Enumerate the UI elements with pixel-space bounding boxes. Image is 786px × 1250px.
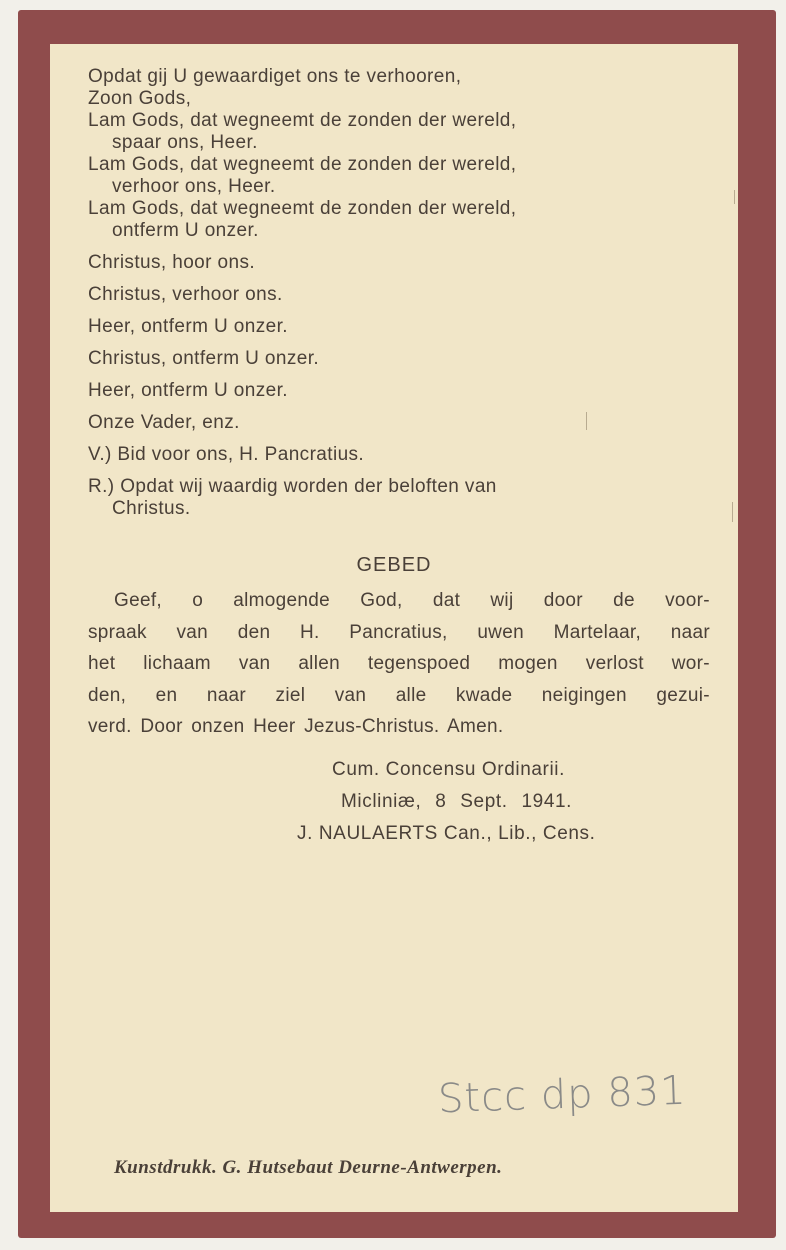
imprimatur-censor: J. NAULAERTS Can., Lib., Cens. <box>297 823 596 844</box>
litany-line: Heer, ontferm U onzer. <box>88 316 288 337</box>
prayer-line: het lichaam van allen tegenspoed mogen verlost wor- <box>88 653 710 674</box>
paper-mark <box>734 190 735 204</box>
litany-line: Lam Gods, dat wegneemt de zonden der wereld, <box>88 198 517 219</box>
litany-line: spaar ons, Heer. <box>112 132 258 153</box>
litany <box>88 66 710 520</box>
printer-imprint: Kunstdrukk. G. Hutsebaut Deurne-Antwerpen. <box>114 1157 503 1178</box>
handwritten-catalog-note: Stcc dp 831 <box>437 1067 688 1123</box>
versicle: V.) Bid voor ons, H. Pancratius. <box>88 444 365 465</box>
response-continuation: Christus. <box>112 498 191 519</box>
prayer-text <box>88 585 710 743</box>
litany-line: Christus, hoor ons. <box>88 252 256 273</box>
litany-line: Zoon Gods, <box>88 88 192 109</box>
imprimatur-consent: Cum. Concensu Ordinarii. <box>332 759 565 780</box>
litany-line: Lam Gods, dat wegneemt de zonden der wereld, <box>88 110 517 131</box>
litany-line: Lam Gods, dat wegneemt de zonden der wereld, <box>88 154 517 175</box>
prayer-line: den, en naar ziel van alle kwade neigingen gezui- <box>88 684 710 706</box>
prayer-card <box>18 10 776 1238</box>
paper-mark <box>732 502 733 522</box>
litany-line: Heer, ontferm U onzer. <box>88 380 288 401</box>
prayer-title: GEBED <box>356 554 432 576</box>
litany-line: Onze Vader, enz. <box>88 412 240 433</box>
prayer-line: spraak van den H. Pancratius, uwen Martelaar, naar <box>88 621 710 643</box>
prayer-line: verd. Door onzen Heer Jezus-Christus. Amen. <box>88 716 504 737</box>
litany-line: ontferm U onzer. <box>112 220 259 241</box>
litany-line: verhoor ons, Heer. <box>112 176 276 197</box>
prayer-line: Geef, o almogende God, dat wij door de voor- <box>114 590 710 611</box>
litany-line: Christus, verhoor ons. <box>88 284 283 305</box>
litany-line: Christus, ontferm U onzer. <box>88 348 320 369</box>
litany-line: Opdat gij U gewaardiget ons te verhooren, <box>88 66 462 87</box>
imprimatur <box>290 754 730 850</box>
card-panel <box>50 44 738 1212</box>
paper-mark <box>586 412 587 430</box>
response: R.) Opdat wij waardig worden der beloften van <box>88 476 497 497</box>
imprimatur-place-date: Micliniæ, 8 Sept. 1941. <box>341 791 573 812</box>
